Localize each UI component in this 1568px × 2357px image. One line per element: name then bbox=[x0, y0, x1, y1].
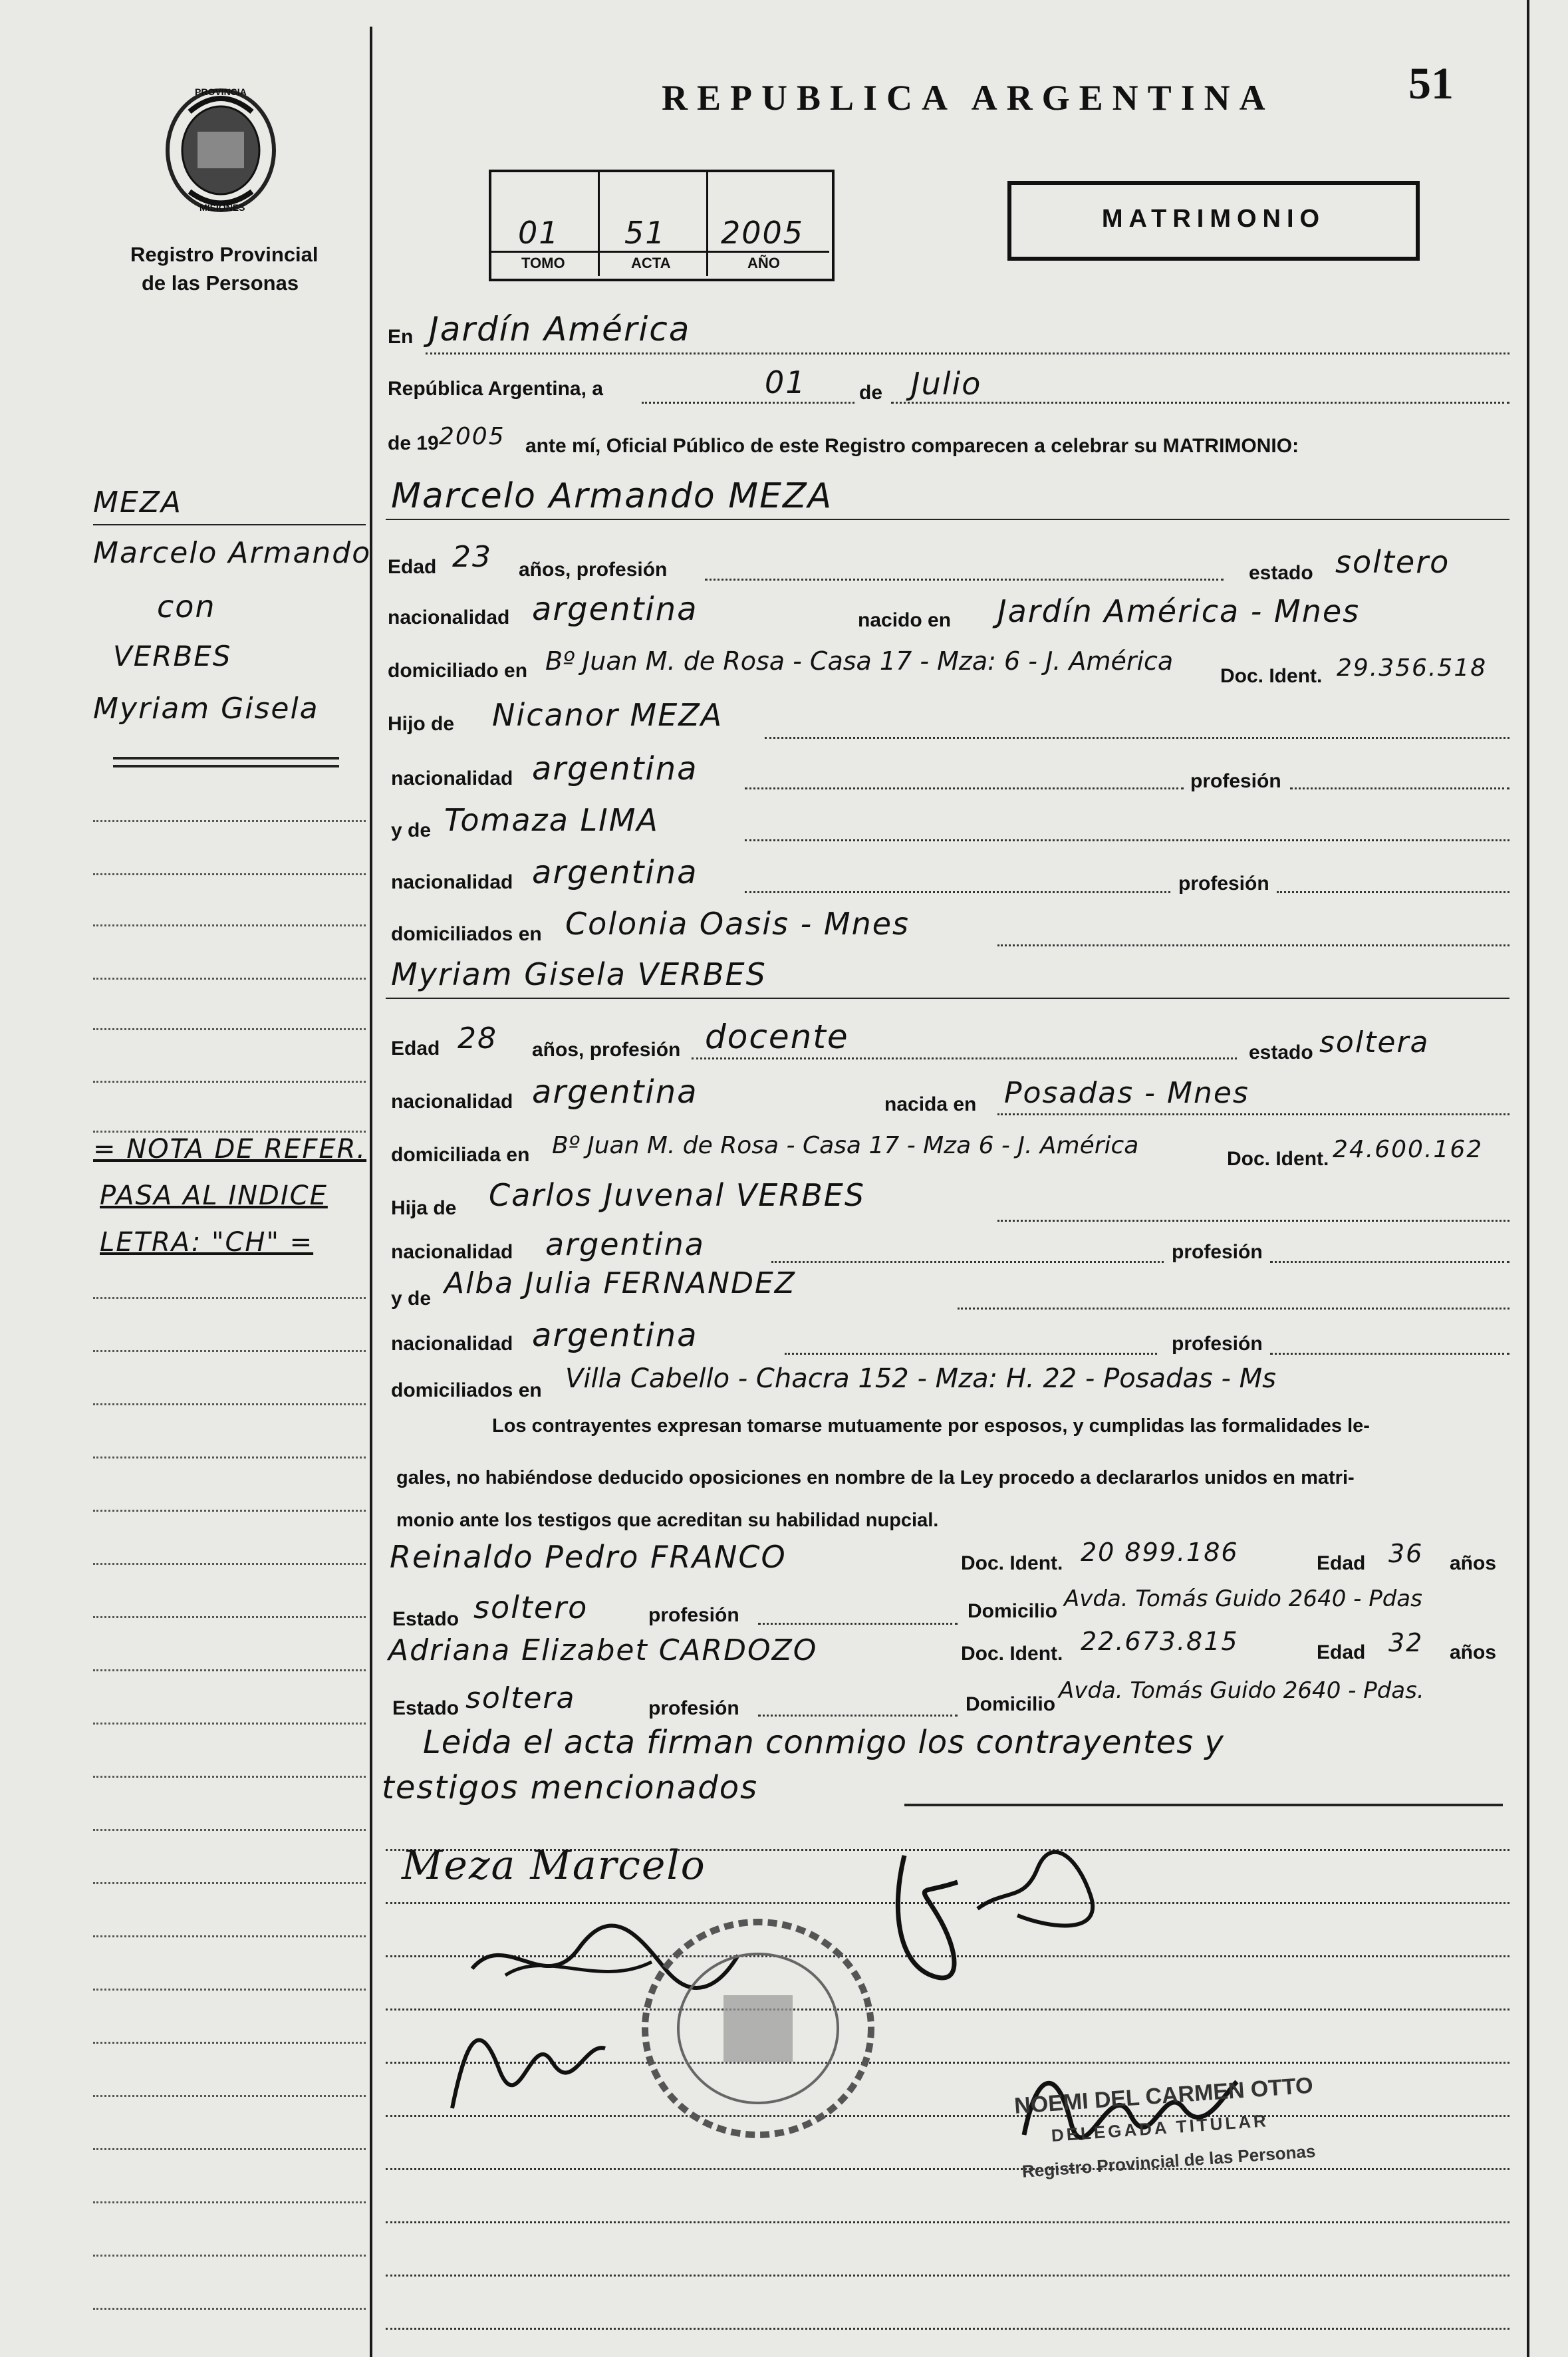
witness2-doc-label: Doc. Ident. bbox=[961, 1643, 1063, 1665]
margin-con: con bbox=[157, 589, 216, 624]
registry-name-line1: Registro Provincial bbox=[130, 243, 319, 266]
page-number: 51 bbox=[1408, 58, 1454, 108]
seal-text-top: PROVINCIA bbox=[195, 86, 247, 97]
margin-given-name: Marcelo Armando bbox=[93, 536, 372, 570]
witness2-address: Avda. Tomás Guido 2640 - Pdas. bbox=[1059, 1677, 1424, 1704]
groom-domiciliado-label: domiciliado en bbox=[388, 660, 528, 682]
groom-mother-nationality: argentina bbox=[532, 854, 698, 891]
bride-mother-profesion-label: profesión bbox=[1172, 1333, 1263, 1355]
witness1-address: Avda. Tomás Guido 2640 - Pdas bbox=[1064, 1586, 1422, 1612]
bride-father: Carlos Juvenal VERBES bbox=[489, 1177, 866, 1213]
witness1-doc: 20 899.186 bbox=[1081, 1538, 1239, 1567]
republica-label: República Argentina, a bbox=[388, 378, 603, 400]
bride-y-de-label: y de bbox=[391, 1288, 432, 1310]
closing-line1: Leida el acta firman conmigo los contrayentes y bbox=[423, 1724, 1224, 1761]
witness1-signature bbox=[439, 1989, 612, 2125]
witness2-edad-label: Edad bbox=[1317, 1641, 1366, 1663]
day-value: 01 bbox=[765, 364, 807, 400]
provincial-seal bbox=[163, 85, 279, 215]
groom-y-de-label: y de bbox=[391, 819, 432, 841]
bride-mother-nationality: argentina bbox=[532, 1317, 698, 1354]
left-column-divider bbox=[370, 27, 372, 2357]
acta-label: ACTA bbox=[631, 255, 671, 271]
bride-father-nacionalidad-label: nacionalidad bbox=[391, 1241, 513, 1263]
bride-doc: 24.600.162 bbox=[1333, 1136, 1484, 1163]
legal-text-line1: Los contrayentes expresan tomarse mutuamente por esposos, y cumplidas las formalidades le- bbox=[492, 1415, 1370, 1437]
de-label: de bbox=[859, 382, 883, 404]
margin-given-name-2: Myriam Gisela bbox=[93, 692, 319, 726]
margin-surname-2: VERBES bbox=[113, 640, 232, 672]
bride-mother: Alba Julia FERNANDEZ bbox=[444, 1266, 796, 1300]
margin-note-2: PASA AL INDICE bbox=[100, 1180, 328, 1211]
bride-domiciliada-label: domiciliada en bbox=[391, 1144, 530, 1166]
legal-text-line2: gales, no habiéndose deducido oposiciones en nombre de la Ley procedo a declararlos unidos en matri- bbox=[396, 1467, 1355, 1488]
witness2-estado-label: Estado bbox=[392, 1697, 459, 1719]
witness2-age: 32 bbox=[1388, 1628, 1424, 1657]
bride-father-nationality: argentina bbox=[545, 1226, 705, 1262]
bride-name: Myriam Gisela VERBES bbox=[391, 956, 767, 992]
groom-nacionalidad-label: nacionalidad bbox=[388, 607, 510, 628]
groom-age: 23 bbox=[452, 540, 492, 574]
groom-mother: Tomaza LIMA bbox=[444, 802, 659, 838]
groom-anos-profesion-label: años, profesión bbox=[519, 559, 668, 581]
groom-signature: Meza Marcelo bbox=[402, 1842, 706, 1889]
ano-value: 2005 bbox=[721, 215, 805, 251]
bride-nacionalidad-label: nacionalidad bbox=[391, 1091, 513, 1113]
record-type: MATRIMONIO bbox=[1101, 205, 1326, 233]
groom-domiciliados-label: domiciliados en bbox=[391, 923, 542, 945]
witness1-doc-label: Doc. Ident. bbox=[961, 1552, 1063, 1574]
official-name: NOEMI DEL CARMEN OTTO bbox=[1013, 2072, 1314, 2119]
bride-address: Bº Juan M. de Rosa - Casa 17 - Mza 6 - J. América bbox=[552, 1132, 1139, 1159]
bride-mother-nacionalidad-label: nacionalidad bbox=[391, 1333, 513, 1355]
groom-doc: 29.356.518 bbox=[1337, 654, 1488, 682]
witness2-profesion-label: profesión bbox=[648, 1697, 739, 1719]
place-value: Jardín América bbox=[429, 310, 691, 348]
bride-age: 28 bbox=[457, 1022, 497, 1055]
official-org: Registro Provincial de las Personas bbox=[1021, 2141, 1317, 2181]
groom-mother-profesion-label: profesión bbox=[1178, 873, 1269, 895]
groom-nationality: argentina bbox=[532, 591, 698, 628]
witness1-estado-label: Estado bbox=[392, 1608, 459, 1630]
groom-address: Bº Juan M. de Rosa - Casa 17 - Mza: 6 - J. América bbox=[545, 646, 1174, 676]
acta-value: 51 bbox=[624, 215, 666, 251]
witness1-edad-label: Edad bbox=[1317, 1552, 1366, 1574]
tomo-value: 01 bbox=[518, 215, 560, 251]
bride-nacida-label: nacida en bbox=[884, 1093, 977, 1115]
groom-hijo-label: Hijo de bbox=[388, 713, 455, 735]
bride-anos-profesion-label: años, profesión bbox=[532, 1039, 681, 1061]
bride-estado-label: estado bbox=[1249, 1041, 1313, 1063]
witness2-anos-label: años bbox=[1450, 1641, 1497, 1663]
groom-name: Marcelo Armando MEZA bbox=[391, 476, 833, 516]
groom-nacido-label: nacido en bbox=[858, 609, 952, 631]
margin-note-3: LETRA: "CH" = bbox=[100, 1227, 314, 1258]
witness1-domicilio-label: Domicilio bbox=[968, 1600, 1058, 1622]
official-round-stamp bbox=[638, 1915, 878, 2145]
groom-father-nacionalidad-label: nacionalidad bbox=[391, 767, 513, 789]
witness2-signature bbox=[878, 1816, 1104, 2005]
groom-father-nationality: argentina bbox=[532, 750, 698, 787]
margin-note-1: = NOTA DE REFER. bbox=[93, 1134, 367, 1165]
registry-name-line2: de las Personas bbox=[142, 271, 299, 295]
official-title: DELEGADA TITULAR bbox=[1051, 2110, 1269, 2146]
groom-doc-label: Doc. Ident. bbox=[1220, 665, 1323, 687]
en-label: En bbox=[388, 326, 414, 348]
bride-domiciliados-label: domiciliados en bbox=[391, 1379, 542, 1401]
groom-mother-nacionalidad-label: nacionalidad bbox=[391, 871, 513, 893]
groom-birthplace: Jardín América - Mnes bbox=[997, 593, 1361, 629]
bride-parents-address: Villa Cabello - Chacra 152 - Mza: H. 22 - Posadas - Ms bbox=[565, 1363, 1276, 1394]
ano-label: AÑO bbox=[747, 255, 780, 271]
record-number-box bbox=[489, 170, 835, 281]
de-year-label: de 19 bbox=[388, 432, 439, 454]
closing-line2: testigos mencionados bbox=[382, 1769, 759, 1806]
record-type-box bbox=[1007, 181, 1420, 261]
groom-parents-address: Colonia Oasis - Mnes bbox=[565, 906, 910, 942]
witness1-profesion-label: profesión bbox=[648, 1604, 739, 1626]
right-border bbox=[1527, 0, 1529, 2357]
groom-estado: soltero bbox=[1335, 544, 1450, 580]
legal-text-line3: monio ante los testigos que acreditan su habilidad nupcial. bbox=[396, 1510, 939, 1531]
month-value: Julio bbox=[911, 366, 982, 402]
bride-doc-label: Doc. Ident. bbox=[1227, 1148, 1329, 1170]
witness1-name: Reinaldo Pedro FRANCO bbox=[390, 1539, 787, 1575]
witness2-estado: soltera bbox=[465, 1681, 576, 1715]
groom-father: Nicanor MEZA bbox=[492, 697, 723, 733]
bride-birthplace: Posadas - Mnes bbox=[1004, 1076, 1249, 1110]
seal-text-bottom: MISIONES bbox=[199, 202, 245, 213]
intro-text: ante mí, Oficial Público de este Registro comparecen a celebrar su MATRIMONIO: bbox=[525, 435, 1299, 457]
groom-estado-label: estado bbox=[1249, 562, 1313, 584]
groom-father-profesion-label: profesión bbox=[1190, 770, 1281, 792]
witness1-anos-label: años bbox=[1450, 1552, 1497, 1574]
groom-edad-label: Edad bbox=[388, 556, 437, 578]
witness1-age: 36 bbox=[1388, 1539, 1424, 1568]
witness2-name: Adriana Elizabet CARDOZO bbox=[388, 1633, 818, 1667]
country-title: REPUBLICA ARGENTINA bbox=[662, 78, 1275, 118]
bride-father-profesion-label: profesión bbox=[1172, 1241, 1263, 1263]
bride-nationality: argentina bbox=[532, 1073, 698, 1111]
bride-estado: soltera bbox=[1319, 1026, 1430, 1059]
witness1-estado: soltero bbox=[473, 1590, 588, 1625]
bride-edad-label: Edad bbox=[391, 1038, 440, 1059]
witness2-domicilio-label: Domicilio bbox=[966, 1693, 1056, 1715]
bride-hija-label: Hija de bbox=[391, 1197, 457, 1219]
witness2-doc: 22.673.815 bbox=[1081, 1627, 1239, 1656]
margin-surname: MEZA bbox=[93, 485, 183, 519]
year-value: 2005 bbox=[439, 423, 505, 450]
tomo-label: TOMO bbox=[521, 255, 565, 271]
bride-profession: docente bbox=[705, 1018, 849, 1056]
